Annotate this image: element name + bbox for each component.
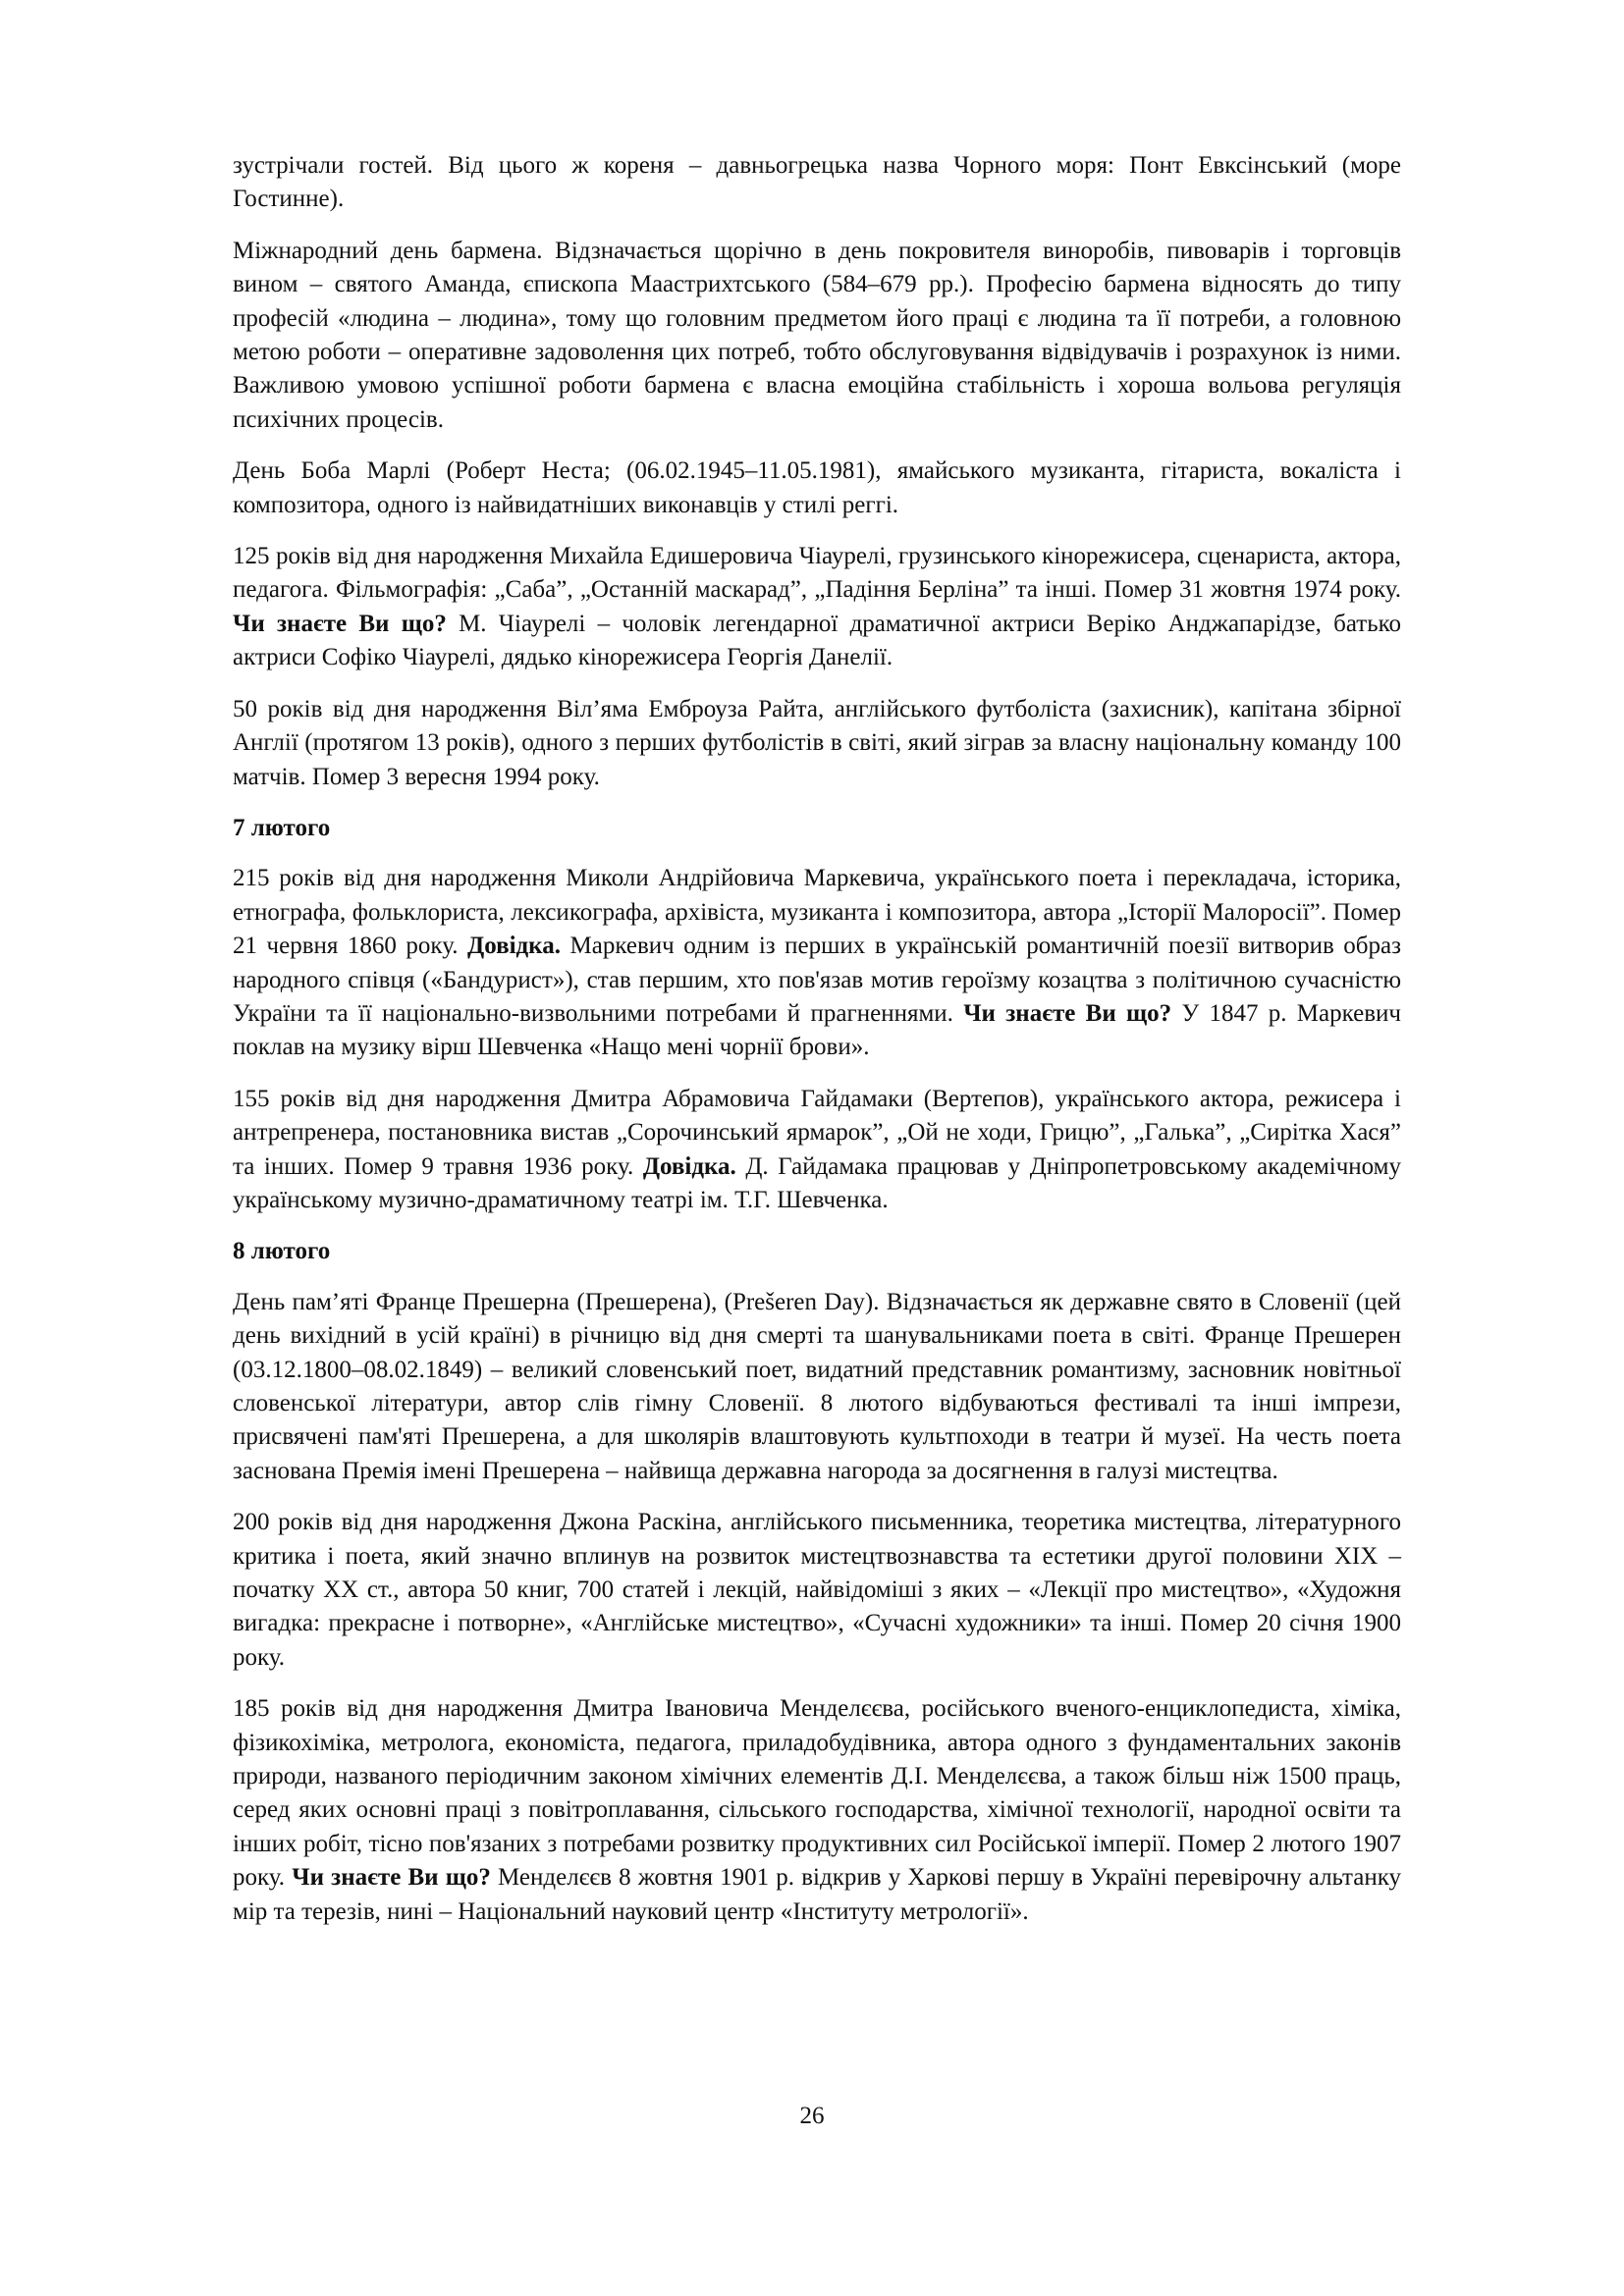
text-run: 215 років від дня народження Миколи Андрійовича Маркевича, українського поета і перекладача, історика, етнографа, фольклориста, лексикографа, архівіста, музиканта і композитора, автора „Історії Малоросії”. Помер 21 червня 1860 року. <box>233 865 1401 960</box>
did-you-know-label: Чи знаєте Ви що? <box>233 610 447 637</box>
text-run: 155 років від дня народження Дмитра Абрамовича Гайдамаки (Вертепов), українського актора, режисера і антрепренера, постановника вистав „Сорочинський ярмарок”, „Ой не ходи, Грицю”, „Галька”, „Сирітка Хася” та інших. Помер 9 травня 1936 року. <box>233 1085 1401 1180</box>
text-run: Менделєєв 8 жовтня 1901 р. відкрив у Харкові першу в Україні перевірочну альтанку мір та терезів, нині – Національний науковий центр «Інституту метрології». <box>233 1864 1401 1925</box>
date-heading-feb-8: 8 лютого <box>233 1238 331 1265</box>
reference-label: Довідка. <box>467 933 561 960</box>
text-run: М. Чіаурелі – чоловік легендарної драматичної актриси Веріко Анджапарідзе, батько актриси Софіко Чіаурелі, дядько кінорежисера Георгія Данелії. <box>233 610 1401 671</box>
date-heading-feb-7: 7 лютого <box>233 814 331 841</box>
text-run: Д. Гайдамака працював у Дніпропетровському академічному українському музично-драматичному театрі ім. Т.Г. Шевченка. <box>233 1152 1402 1213</box>
paragraph-preseren: День пам’яті Франце Прешерна (Прешерена), (Prešeren Day). Відзначається як державне свято в Словенії (цей день вихідний в усій країні) в річницю від дня смерті та шанувальниками поета в світі. Франце Прешерен (03.12.1800–08.02.1849) – великий словенський поет, видатний представник романтизму, засновник новітньої словенської літератури, автор слів гімну Словенії. 8 лютого відбуваються фестивалі та інші імпрези, присвячені пам'яті Прешерена, а для школярів влаштовують культпоходи в театри й музеї. На честь поета заснована Премія імені Прешерена – найвища державна нагорода за досягнення в галузі мистецтва. <box>233 1288 1401 1484</box>
paragraph-bartender-day: Міжнародний день бармена. Відзначається щорічно в день покровителя виноробів, пивоварів і торговців вином – святого Аманда, єпископа Маастрихтського (584–679 рр.). Професію бармена відносять до типу професій «людина – людина», тому що головним предметом його праці є людина та її потреби, а головною метою роботи – оперативне задоволення цих потреб, тобто обслуговування відвідувачів і розрахунок із ними. Важливою умовою успішної роботи бармена є власна емоційна стабільність і хороша вольова регуляція психічних процесів. <box>233 237 1401 433</box>
page-number: 26 <box>799 2103 825 2129</box>
paragraph-chiaureli <box>233 540 1401 675</box>
paragraph-haidamaka <box>233 1083 1401 1218</box>
paragraph-markevych <box>233 862 1401 1064</box>
did-you-know-label: Чи знаєте Ви що? <box>963 999 1172 1027</box>
reference-label: Довідка. <box>642 1152 736 1180</box>
text-run: У 1847 р. Маркевич поклав на музику вірш Шевченка «Нащо мені чорнії брови». <box>233 999 1402 1061</box>
text-run: 125 років від дня народження Михайла Едишеровича Чіаурелі, грузинського кінорежисера, сценариста, актора, педагога. Фільмографія: „Саба”, „Останній маскарад”, „Падіння Берліна” та інші. Помер 31 жовтня 1974 року. <box>233 543 1401 604</box>
paragraph-intro: зустрічали гостей. Від цього ж кореня – давньогрецька назва Чорного моря: Понт Евксінський (море Гостинне). <box>233 152 1401 213</box>
text-run: Маркевич одним із перших в українській романтичній поезії витворив образ народного співця («Бандурист»), став першим, хто пов'язав мотив героїзму козацтва з політичною сучасністю України та її національно-визвольними потребами й прагненнями. <box>233 933 1401 1027</box>
paragraph-wright: 50 років від дня народження Віл’яма Емброуза Райта, англійського футболіста (захисник), капітана збірної Англії (протягом 13 років), одного з перших футболістів в світі, який зіграв за власну національну команду 100 матчів. Помер 3 вересня 1994 року. <box>233 695 1401 790</box>
document-page <box>233 149 1401 1947</box>
paragraph-mendeleev <box>233 1692 1401 1929</box>
paragraph-bob-marley: День Боба Марлі (Роберт Неста; (06.02.1945–11.05.1981), ямайського музиканта, гітариста, вокаліста і композитора, одного із найвидатніших виконавців у стилі реггі. <box>233 457 1401 518</box>
paragraph-ruskin: 200 років від дня народження Джона Раскіна, англійського письменника, теоретика мистецтва, літературного критика і поета, який значно вплинув на розвиток мистецтвознавства та естетики другої половини XIX – початку XX ст., автора 50 книг, 700 статей і лекцій, найвідоміші з яких – «Лекції про мистецтво», «Художня вигадка: прекрасне і потворне», «Англійське мистецтво», «Сучасні художники» та інші. Помер 20 січня 1900 року. <box>233 1509 1401 1671</box>
did-you-know-label: Чи знаєте Ви що? <box>292 1864 491 1892</box>
text-run: 185 років від дня народження Дмитра Івановича Менделєєва, російського вченого-енциклопедиста, хіміка, фізикохіміка, метролога, економіста, педагога, приладобудівника, автора одного з фундаментальних законів природи, названого періодичним законом хімічних елементів Д.І. Менделєєва, а також більш ніж 1500 праць, серед яких основні праці з повітроплавання, сільського господарства, хімічної технології, народної освіти та інших робіт, тісно пов'язаних з потребами розвитку продуктивних сил Російської імперії. Помер 2 лютого 1907 року. <box>233 1695 1401 1892</box>
